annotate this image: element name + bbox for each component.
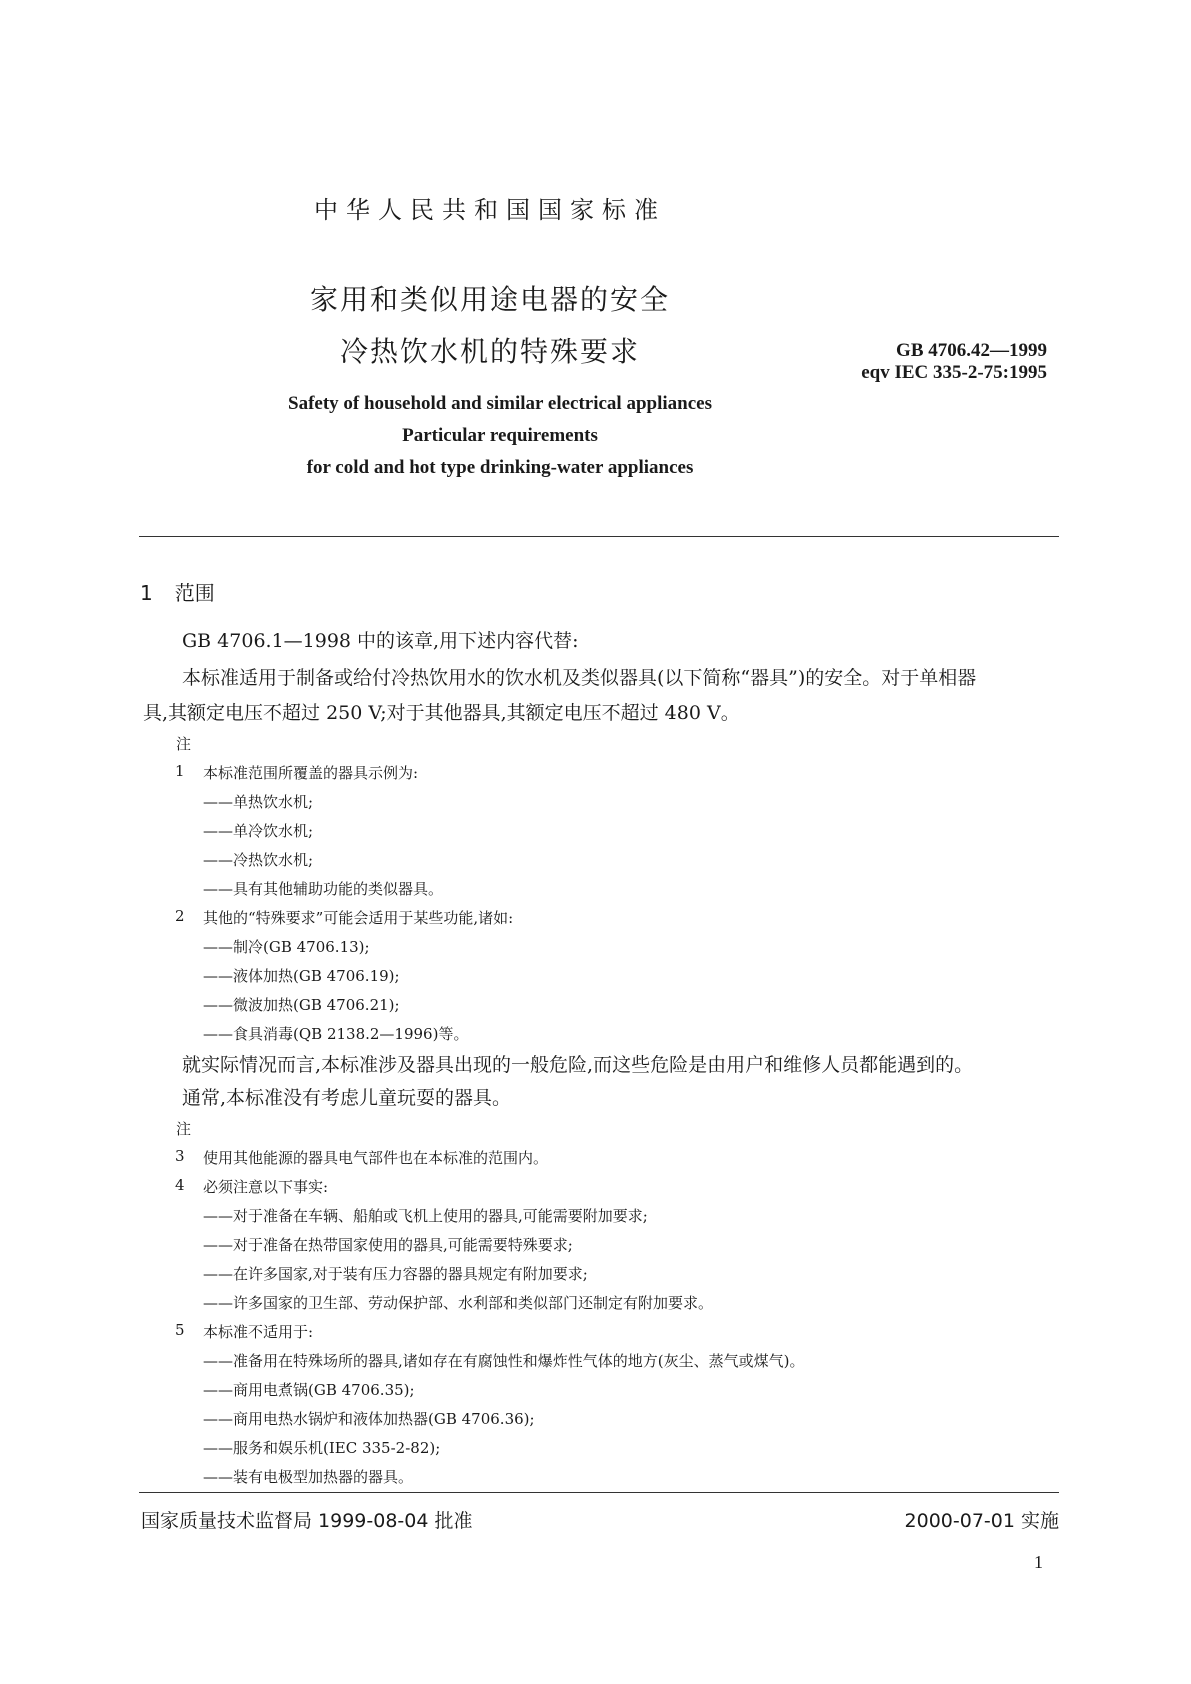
list-item: ——具有其他辅助功能的类似器具。	[203, 880, 444, 898]
note-label: 注	[176, 1120, 192, 1138]
paragraph-scope-line-1: 本标准适用于制备或给付冷热饮用水的饮水机及类似器具(以下简称“器具”)的安全。对于单相器	[182, 667, 977, 689]
effective-date: 2000-07-01 实施	[904, 1510, 1059, 1532]
national-standard-heading: 中华人民共和国国家标准	[314, 196, 666, 224]
note-text: 必须注意以下事实:	[203, 1178, 329, 1196]
list-item: ——商用电煮锅(GB 4706.35);	[203, 1381, 415, 1399]
chinese-title-line-2: 冷热饮水机的特殊要求	[339, 335, 640, 368]
note-number: 2	[175, 907, 185, 925]
english-title-line-2: Particular requirements	[402, 425, 598, 446]
note-number: 3	[175, 1147, 185, 1165]
list-item: ——单热饮水机;	[203, 793, 314, 811]
paragraph-general-hazards: 就实际情况而言,本标准涉及器具出现的一般危险,而这些危险是由用户和维修人员都能遇到的。	[182, 1054, 974, 1076]
list-item: ——许多国家的卫生部、劳动保护部、水利部和类似部门还制定有附加要求。	[203, 1294, 714, 1312]
note-text: 本标准范围所覆盖的器具示例为:	[203, 764, 419, 782]
chinese-title-line-1: 家用和类似用途电器的安全	[309, 283, 670, 316]
note-number: 4	[175, 1176, 185, 1194]
section-title: 范围	[174, 581, 215, 605]
note-text: 其他的“特殊要求”可能会适用于某些功能,诸如:	[203, 909, 514, 927]
approval-date: 国家质量技术监督局 1999-08-04 批准	[141, 1510, 473, 1532]
list-item: ——装有电极型加热器的器具。	[203, 1468, 414, 1486]
list-item: ——单冷饮水机;	[203, 822, 314, 840]
list-item: ——商用电热水锅炉和液体加热器(GB 4706.36);	[203, 1410, 535, 1428]
list-item: ——服务和娱乐机(IEC 335-2-82);	[203, 1439, 441, 1457]
english-title-line-1: Safety of household and similar electrical appliances	[288, 393, 712, 414]
list-item: ——冷热饮水机;	[203, 851, 314, 869]
footer-divider	[139, 1492, 1059, 1493]
note-number: 5	[175, 1321, 185, 1339]
paragraph-children: 通常,本标准没有考虑儿童玩耍的器具。	[182, 1087, 512, 1109]
note-label: 注	[176, 735, 192, 753]
list-item: ——对于准备在热带国家使用的器具,可能需要特殊要求;	[203, 1236, 573, 1254]
section-heading	[140, 577, 215, 606]
english-title-line-3: for cold and hot type drinking-water appliances	[306, 457, 694, 478]
standard-code	[861, 340, 1047, 384]
section-number: 1	[140, 581, 153, 605]
list-item: ——制冷(GB 4706.13);	[203, 938, 370, 956]
list-item: ——准备用在特殊场所的器具,诸如存在有腐蚀性和爆炸性气体的地方(灰尘、蒸气或煤气)。	[203, 1352, 805, 1370]
list-item: ——在许多国家,对于装有压力容器的器具规定有附加要求;	[203, 1265, 588, 1283]
header-divider	[139, 536, 1059, 537]
standard-code-gb: GB 4706.42—1999	[896, 340, 1047, 361]
paragraph-scope-line-2: 具,其额定电压不超过 250 V;对于其他器具,其额定电压不超过 480 V。	[143, 702, 740, 724]
list-item: ——食具消毒(QB 2138.2—1996)等。	[203, 1025, 469, 1043]
standard-code-iec: eqv IEC 335-2-75:1995	[861, 362, 1047, 383]
note-number: 1	[175, 762, 185, 780]
page-number: 1	[1034, 1552, 1043, 1572]
paragraph-replacement: GB 4706.1—1998 中的该章,用下述内容代替:	[182, 630, 579, 652]
note-text: 本标准不适用于:	[203, 1323, 314, 1341]
list-item: ——液体加热(GB 4706.19);	[203, 967, 400, 985]
note-text: 使用其他能源的器具电气部件也在本标准的范围内。	[203, 1149, 549, 1167]
list-item: ——对于准备在车辆、船舶或飞机上使用的器具,可能需要附加要求;	[203, 1207, 648, 1225]
list-item: ——微波加热(GB 4706.21);	[203, 996, 400, 1014]
